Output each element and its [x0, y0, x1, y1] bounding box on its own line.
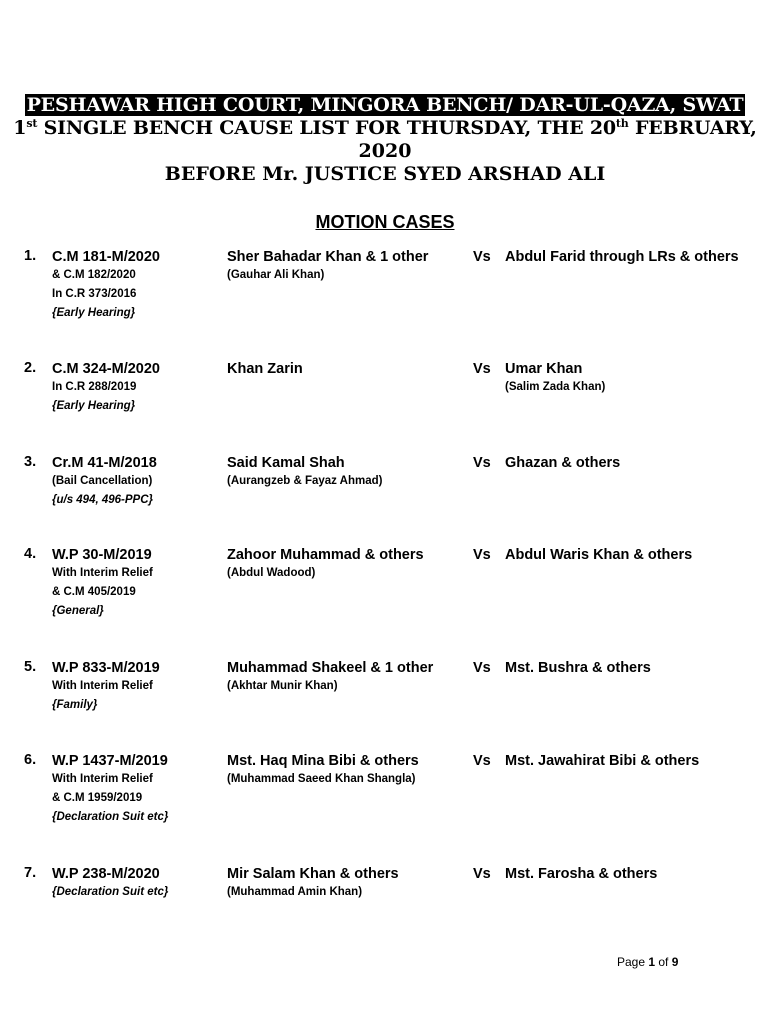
page-current: 1: [648, 955, 656, 969]
case-subline: & C.M 182/2020: [52, 269, 136, 281]
respondent-block: [505, 546, 765, 564]
respondent-name: Mst. Jawahirat Bibi & others: [505, 753, 700, 769]
case-details: [52, 659, 160, 715]
case-details: [52, 360, 160, 416]
petitioner-block: [227, 360, 472, 378]
petitioner-name: Mir Salam Khan & others: [227, 866, 399, 882]
case-title: C.M 324-M/2020: [52, 361, 160, 377]
case-details: [52, 546, 153, 621]
document-header: [0, 94, 770, 186]
case-number: 1.: [24, 248, 37, 264]
versus-label: Vs: [473, 249, 491, 265]
petitioner-name: Sher Bahadar Khan & 1 other: [227, 249, 429, 265]
respondent-block: [505, 659, 765, 677]
petitioner-block: [227, 454, 472, 490]
petitioner-name: Zahoor Muhammad & others: [227, 547, 424, 563]
bench-number: 1: [13, 117, 27, 139]
respondent-block: [505, 360, 765, 396]
bench-number-suffix: st: [26, 117, 38, 130]
respondent-name: Mst. Bushra & others: [505, 660, 651, 676]
case-subline: & C.M 1959/2019: [52, 792, 143, 804]
case-title: Cr.M 41-M/2018: [52, 455, 157, 471]
case-title: W.P 238-M/2020: [52, 866, 160, 882]
case-number: 6.: [24, 752, 37, 768]
case-category: {Declaration Suit etc}: [52, 811, 169, 823]
petitioner-name: Said Kamal Shah: [227, 455, 345, 471]
case-number: 7.: [24, 865, 37, 881]
year: 2020: [358, 140, 412, 162]
case-category: {Early Hearing}: [52, 400, 136, 412]
respondent-block: [505, 454, 765, 472]
case-subline: (Bail Cancellation): [52, 475, 153, 487]
case-number: 4.: [24, 546, 37, 562]
cause-list-text: SINGLE BENCH CAUSE LIST FOR THURSDAY, THE 20: [37, 117, 616, 139]
petitioner-name: Khan Zarin: [227, 361, 303, 377]
petitioner-advocate: (Abdul Wadood): [227, 567, 316, 579]
case-number: 2.: [24, 360, 37, 376]
versus-label: Vs: [473, 547, 491, 563]
respondent-block: [505, 865, 765, 883]
case-details: [52, 248, 160, 323]
case-category: {u/s 494, 496-PPC}: [52, 494, 154, 506]
case-subline: With Interim Relief: [52, 773, 153, 785]
respondent-name: Mst. Farosha & others: [505, 866, 658, 882]
case-details: [52, 865, 168, 902]
case-subline: & C.M 405/2019: [52, 586, 136, 598]
petitioner-advocate: (Gauhar Ali Khan): [227, 269, 325, 281]
case-title: C.M 181-M/2020: [52, 249, 160, 265]
respondent-name: Ghazan & others: [505, 455, 621, 471]
before-justice: BEFORE Mr. JUSTICE SYED ARSHAD ALI: [164, 163, 606, 185]
case-details: [52, 454, 157, 510]
case-subline: In C.R 373/2016: [52, 288, 137, 300]
versus-label: Vs: [473, 866, 491, 882]
case-category: {Family}: [52, 699, 98, 711]
case-details: [52, 752, 168, 827]
cause-list-title: [0, 117, 770, 140]
petitioner-advocate: (Akhtar Munir Khan): [227, 680, 338, 692]
petitioner-advocate: (Muhammad Amin Khan): [227, 886, 363, 898]
petitioner-block: [227, 752, 472, 788]
section-title: MOTION CASES: [315, 212, 455, 232]
case-title: W.P 30-M/2019: [52, 547, 152, 563]
case-title: W.P 833-M/2019: [52, 660, 160, 676]
of-word: of: [655, 955, 672, 969]
case-number: 3.: [24, 454, 37, 470]
date-suffix: th: [615, 117, 629, 130]
versus-label: Vs: [473, 455, 491, 471]
petitioner-block: [227, 546, 472, 582]
petitioner-block: [227, 865, 472, 901]
case-category: {General}: [52, 605, 104, 617]
case-category: {Declaration Suit etc}: [52, 886, 169, 898]
page-footer: [617, 955, 678, 969]
case-number: 5.: [24, 659, 37, 675]
versus-label: Vs: [473, 660, 491, 676]
page-total: 9: [671, 955, 679, 969]
page-word: Page: [617, 955, 649, 969]
versus-label: Vs: [473, 361, 491, 377]
respondent-block: [505, 752, 765, 770]
respondent-name: Abdul Farid through LRs & others: [505, 249, 739, 265]
respondent-advocate: (Salim Zada Khan): [505, 381, 606, 393]
petitioner-block: [227, 659, 472, 695]
case-subline: In C.R 288/2019: [52, 381, 137, 393]
petitioner-advocate: (Muhammad Saeed Khan Shangla): [227, 773, 416, 785]
versus-label: Vs: [473, 753, 491, 769]
case-title: W.P 1437-M/2019: [52, 753, 168, 769]
petitioner-advocate: (Aurangzeb & Fayaz Ahmad): [227, 475, 383, 487]
respondent-block: [505, 248, 765, 266]
case-category: {Early Hearing}: [52, 307, 136, 319]
respondent-name: Abdul Waris Khan & others: [505, 547, 693, 563]
petitioner-name: Mst. Haq Mina Bibi & others: [227, 753, 419, 769]
case-subline: With Interim Relief: [52, 680, 153, 692]
respondent-name: Umar Khan: [505, 361, 583, 377]
petitioner-block: [227, 248, 472, 284]
court-title: PESHAWAR HIGH COURT, MINGORA BENCH/ DAR-UL-QAZA, SWAT: [26, 94, 744, 116]
petitioner-name: Muhammad Shakeel & 1 other: [227, 660, 434, 676]
month-text: FEBRUARY,: [628, 117, 757, 139]
case-subline: With Interim Relief: [52, 567, 153, 579]
